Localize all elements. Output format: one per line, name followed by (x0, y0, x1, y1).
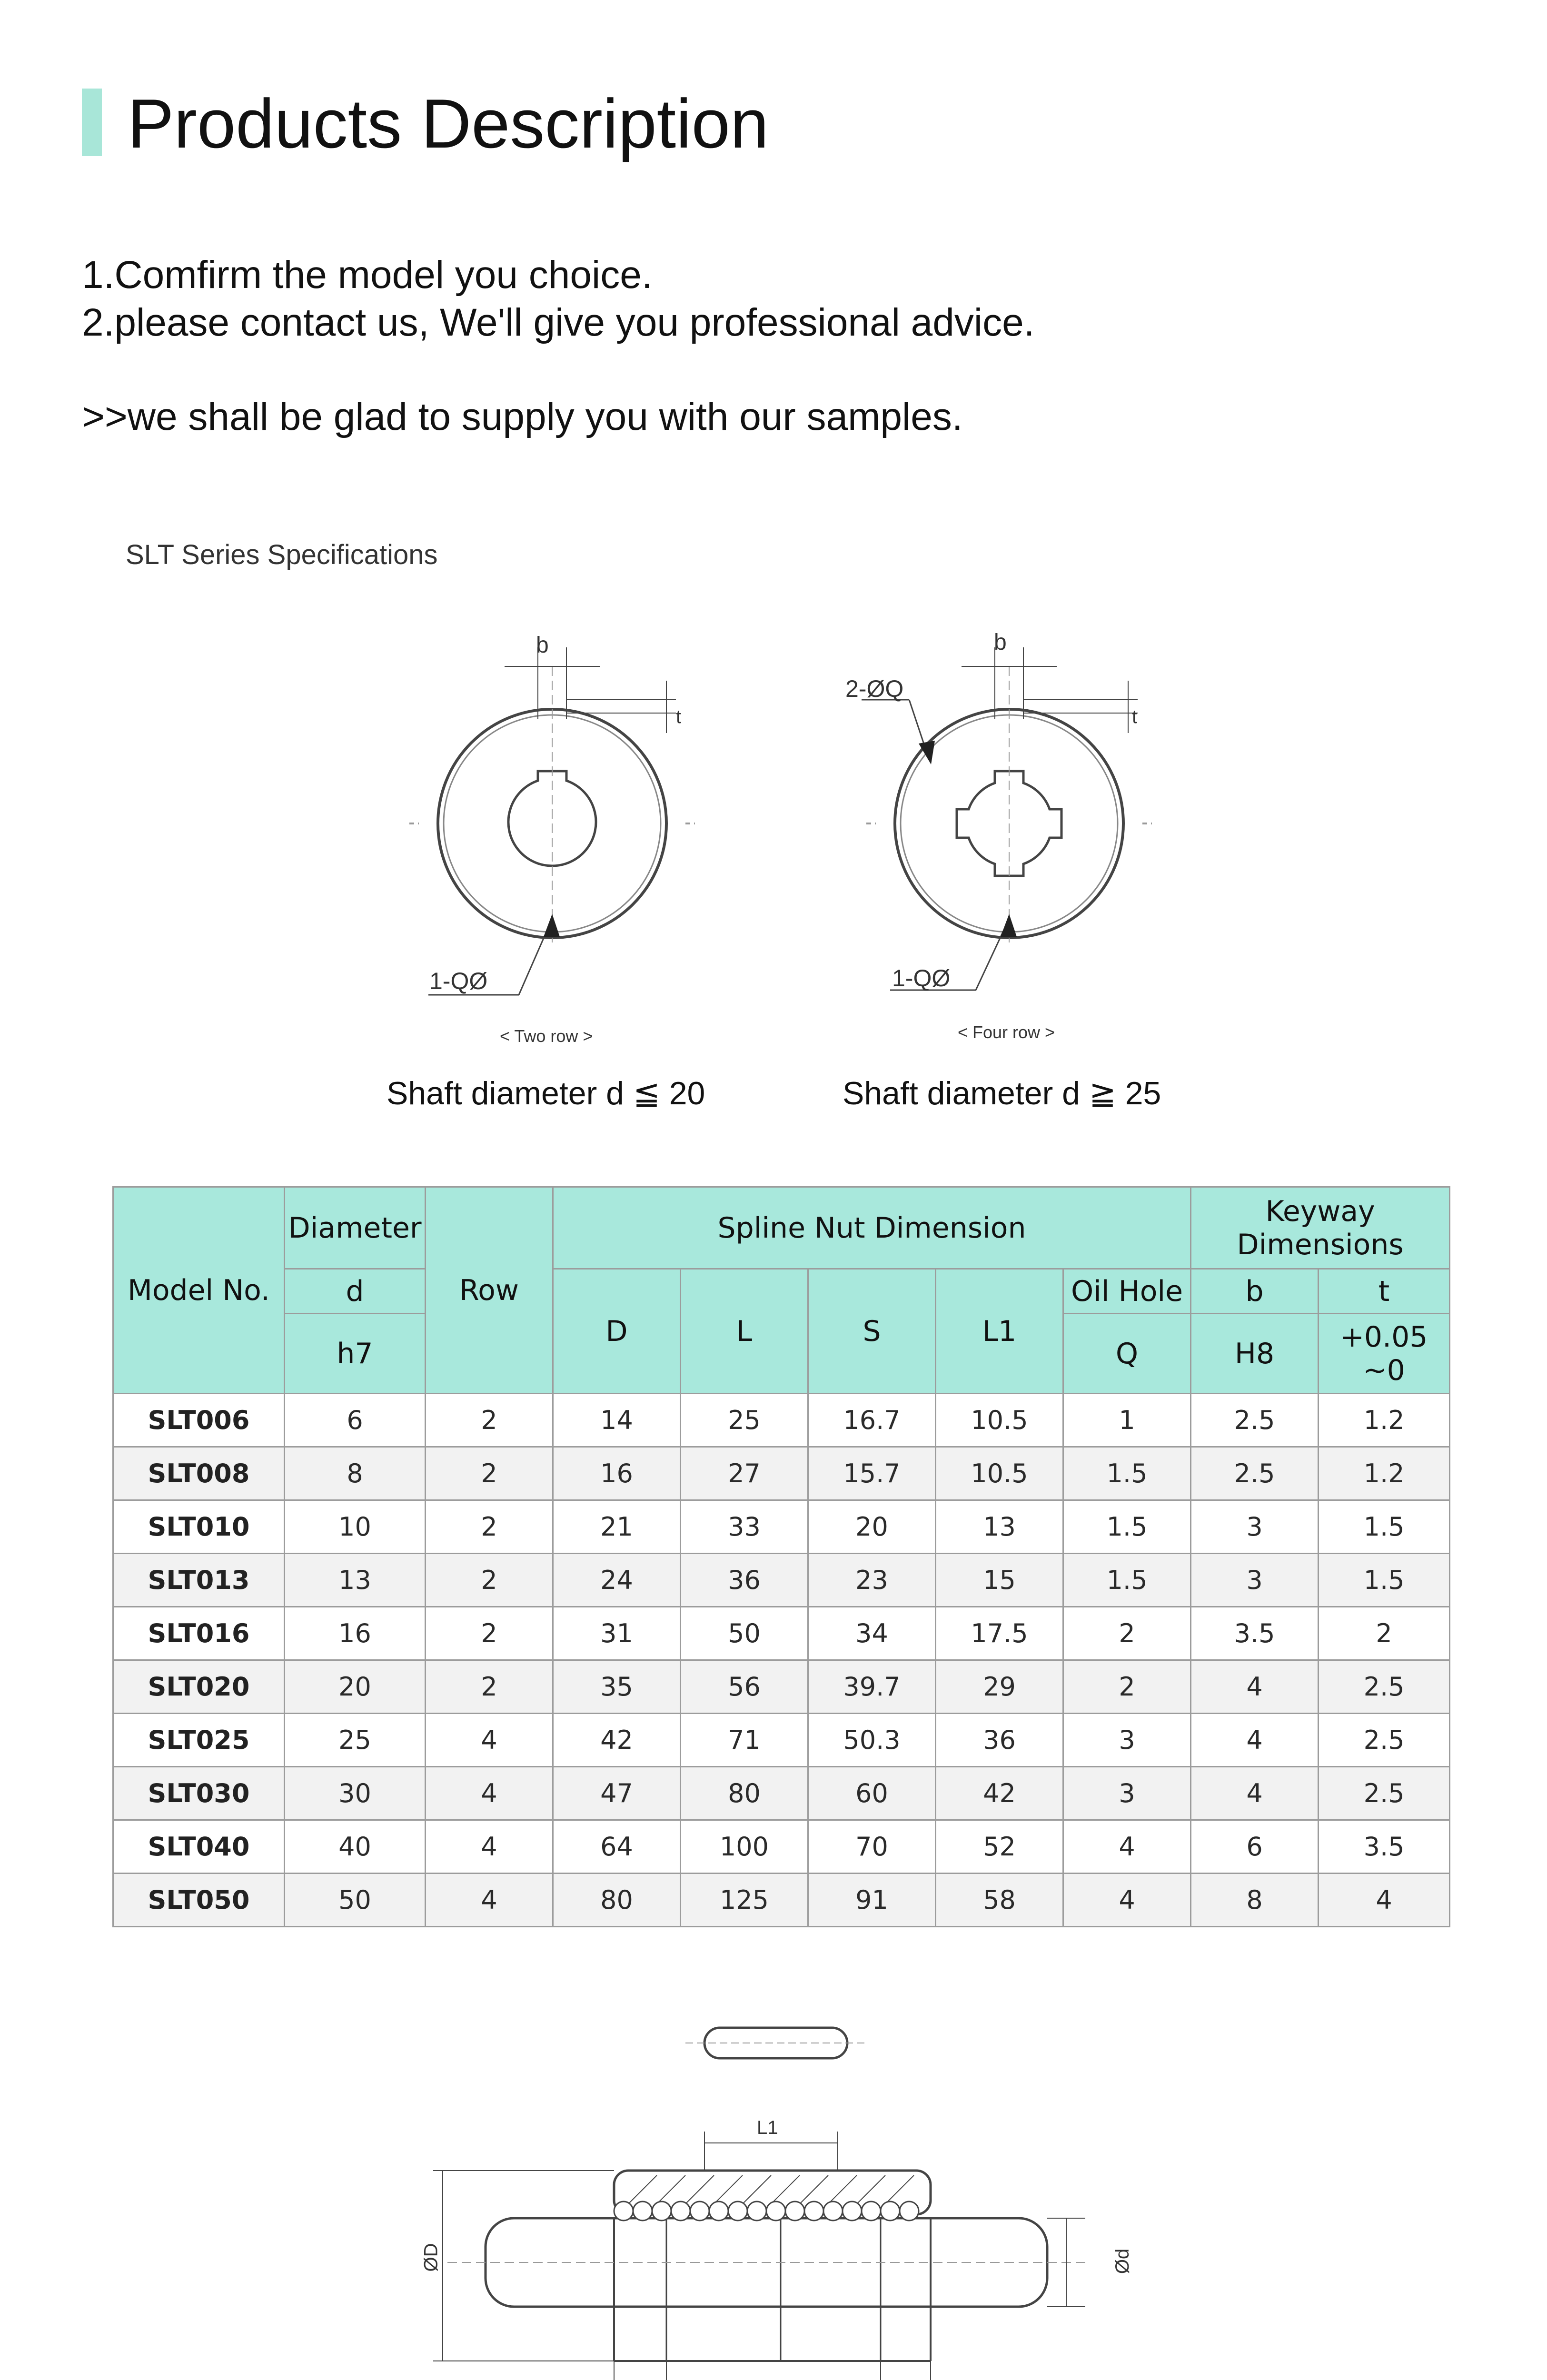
value-cell: 42 (553, 1714, 681, 1767)
value-cell: 10 (285, 1500, 426, 1554)
th-keyway-dimensions: Keyway Dimensions (1191, 1187, 1450, 1269)
value-cell: 3 (1191, 1500, 1319, 1554)
value-cell: 2.5 (1191, 1447, 1319, 1500)
left-row-label: < Two row > (500, 1026, 593, 1046)
value-cell: 3 (1191, 1554, 1319, 1607)
value-cell: 14 (553, 1394, 681, 1447)
tolerance-lower: ~0 (1363, 1353, 1405, 1387)
value-cell: 13 (936, 1500, 1063, 1554)
value-cell: 15 (936, 1554, 1063, 1607)
th-t: t (1319, 1269, 1450, 1314)
value-cell: 3 (1063, 1767, 1191, 1820)
th-oil-hole: Oil Hole (1063, 1269, 1191, 1314)
value-cell: 10.5 (936, 1394, 1063, 1447)
right-row-label: < Four row > (958, 1022, 1055, 1042)
th-diameter: Diameter (285, 1187, 426, 1269)
th-L1: L1 (936, 1269, 1063, 1394)
tolerance-upper: +0.05 (1340, 1320, 1428, 1354)
th-H8: H8 (1191, 1314, 1319, 1394)
value-cell: 1.2 (1319, 1394, 1450, 1447)
value-cell: 1 (1063, 1394, 1191, 1447)
value-cell: 64 (553, 1820, 681, 1874)
right-q2-label: 2-ØQ (845, 675, 904, 702)
th-row: Row (426, 1187, 553, 1394)
model-cell: SLT006 (113, 1394, 285, 1447)
th-L: L (681, 1269, 808, 1394)
value-cell: 35 (553, 1660, 681, 1714)
value-cell: 1.5 (1063, 1500, 1191, 1554)
value-cell: 2.5 (1319, 1767, 1450, 1820)
right-shaft-caption: Shaft diameter d ≧ 25 (843, 1075, 1161, 1111)
table-row (113, 1714, 1450, 1767)
value-cell: 4 (1319, 1874, 1450, 1927)
value-cell: 40 (285, 1820, 426, 1874)
value-cell: 4 (1191, 1660, 1319, 1714)
value-cell: 4 (1191, 1714, 1319, 1767)
intro-line-2: 2.please contact us, We'll give you professional advice. (82, 301, 1035, 344)
left-b-label: b (536, 633, 549, 658)
value-cell: 60 (808, 1767, 936, 1820)
model-cell: SLT030 (113, 1767, 285, 1820)
value-cell: 13 (285, 1554, 426, 1607)
value-cell: 2.5 (1319, 1660, 1450, 1714)
table-row (113, 1660, 1450, 1714)
value-cell: 42 (936, 1767, 1063, 1820)
intro-line-3: >>we shall be glad to supply you with our samples. (82, 395, 963, 438)
value-cell: 80 (553, 1874, 681, 1927)
value-cell: 15.7 (808, 1447, 936, 1500)
th-b: b (1191, 1269, 1319, 1314)
value-cell: 16.7 (808, 1394, 936, 1447)
value-cell: 31 (553, 1607, 681, 1660)
value-cell: 2 (1063, 1607, 1191, 1660)
value-cell: 2 (426, 1554, 553, 1607)
value-cell: 50 (285, 1874, 426, 1927)
th-tolerance (1319, 1314, 1450, 1394)
value-cell: 2 (1319, 1607, 1450, 1660)
model-cell: SLT050 (113, 1874, 285, 1927)
value-cell: 4 (1063, 1874, 1191, 1927)
value-cell: 2 (426, 1447, 553, 1500)
value-cell: 4 (426, 1874, 553, 1927)
value-cell: 3 (1063, 1714, 1191, 1767)
model-cell: SLT008 (113, 1447, 285, 1500)
value-cell: 1.2 (1319, 1447, 1450, 1500)
model-cell: SLT040 (113, 1820, 285, 1874)
th-Q: Q (1063, 1314, 1191, 1394)
title-accent-bar (82, 89, 102, 156)
th-model: Model No. (113, 1187, 285, 1394)
value-cell: 4 (426, 1767, 553, 1820)
value-cell: 30 (285, 1767, 426, 1820)
section-od-label: ØD (420, 2243, 442, 2272)
value-cell: 8 (285, 1447, 426, 1500)
value-cell: 52 (936, 1820, 1063, 1874)
th-S: S (808, 1269, 936, 1394)
value-cell: 25 (681, 1394, 808, 1447)
value-cell: 10.5 (936, 1447, 1063, 1500)
section-l1-label: L1 (757, 2117, 778, 2138)
value-cell: 36 (681, 1554, 808, 1607)
right-q-label: 1-QØ (892, 965, 951, 992)
value-cell: 29 (936, 1660, 1063, 1714)
spline-nut-dimension-table (112, 1186, 1450, 1927)
value-cell: 2 (426, 1607, 553, 1660)
value-cell: 47 (553, 1767, 681, 1820)
value-cell: 58 (936, 1874, 1063, 1927)
value-cell: 80 (681, 1767, 808, 1820)
value-cell: 56 (681, 1660, 808, 1714)
value-cell: 50.3 (808, 1714, 936, 1767)
left-shaft-caption: Shaft diameter d ≦ 20 (387, 1075, 705, 1111)
value-cell: 6 (285, 1394, 426, 1447)
value-cell: 91 (808, 1874, 936, 1927)
value-cell: 3.5 (1319, 1820, 1450, 1874)
value-cell: 1.5 (1063, 1447, 1191, 1500)
value-cell: 3.5 (1191, 1607, 1319, 1660)
intro-line-1: 1.Comfirm the model you choice. (82, 253, 653, 297)
table-row (113, 1767, 1450, 1820)
value-cell: 20 (285, 1660, 426, 1714)
value-cell: 36 (936, 1714, 1063, 1767)
th-spline-nut-dimension: Spline Nut Dimension (553, 1187, 1191, 1269)
value-cell: 2.5 (1191, 1394, 1319, 1447)
value-cell: 125 (681, 1874, 808, 1927)
model-cell: SLT025 (113, 1714, 285, 1767)
right-t-label: t (1132, 706, 1138, 727)
left-t-label: t (676, 706, 682, 727)
value-cell: 6 (1191, 1820, 1319, 1874)
value-cell: 16 (285, 1607, 426, 1660)
th-h7: h7 (285, 1314, 426, 1394)
value-cell: 2.5 (1319, 1714, 1450, 1767)
model-cell: SLT010 (113, 1500, 285, 1554)
specs-label: SLT Series Specifications (126, 539, 438, 570)
value-cell: 70 (808, 1820, 936, 1874)
model-cell: SLT016 (113, 1607, 285, 1660)
th-D: D (553, 1269, 681, 1394)
table-row (113, 1394, 1450, 1447)
value-cell: 2 (426, 1660, 553, 1714)
value-cell: 27 (681, 1447, 808, 1500)
th-d: d (285, 1269, 426, 1314)
value-cell: 2 (426, 1500, 553, 1554)
value-cell: 39.7 (808, 1660, 936, 1714)
value-cell: 16 (553, 1447, 681, 1500)
value-cell: 1.5 (1319, 1554, 1450, 1607)
left-q-label: 1-QØ (429, 968, 488, 994)
value-cell: 1.5 (1319, 1500, 1450, 1554)
right-b-label: b (994, 630, 1007, 655)
value-cell: 20 (808, 1500, 936, 1554)
value-cell: 4 (426, 1714, 553, 1767)
value-cell: 50 (681, 1607, 808, 1660)
spline-nut-section-diagram (409, 2018, 1171, 2380)
table-row (113, 1500, 1450, 1554)
value-cell: 100 (681, 1820, 808, 1874)
value-cell: 24 (553, 1554, 681, 1607)
value-cell: 2 (426, 1394, 553, 1447)
section-d-label: Ød (1112, 2248, 1133, 2274)
model-cell: SLT013 (113, 1554, 285, 1607)
value-cell: 1.5 (1063, 1554, 1191, 1607)
table-row (113, 1874, 1450, 1927)
page-title: Products Description (128, 85, 769, 162)
table-row (113, 1447, 1450, 1500)
value-cell: 4 (1191, 1767, 1319, 1820)
value-cell: 2 (1063, 1660, 1191, 1714)
value-cell: 4 (1063, 1820, 1191, 1874)
value-cell: 33 (681, 1500, 808, 1554)
model-cell: SLT020 (113, 1660, 285, 1714)
value-cell: 17.5 (936, 1607, 1063, 1660)
value-cell: 21 (553, 1500, 681, 1554)
table-row (113, 1820, 1450, 1874)
table-row (113, 1607, 1450, 1660)
value-cell: 23 (808, 1554, 936, 1607)
value-cell: 25 (285, 1714, 426, 1767)
value-cell: 8 (1191, 1874, 1319, 1927)
value-cell: 4 (426, 1820, 553, 1874)
value-cell: 71 (681, 1714, 808, 1767)
table-row (113, 1554, 1450, 1607)
value-cell: 34 (808, 1607, 936, 1660)
